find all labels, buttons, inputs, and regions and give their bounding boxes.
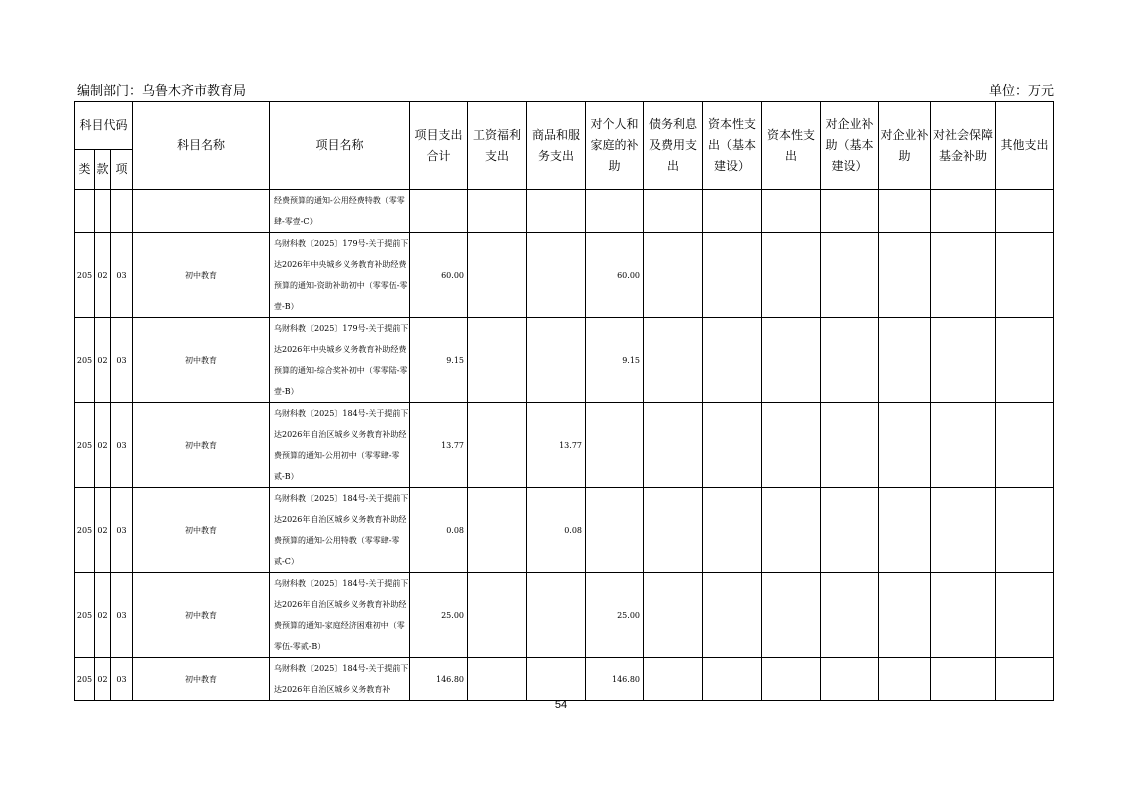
project-cell: 乌财科教〔2025〕179号-关于提前下达2026年中央城乡义务教育补助经费预算的通知-综合奖补初中（零零陆-零壹-B）	[270, 318, 410, 403]
unit-label: 单位：万元	[988, 84, 1054, 99]
xiang-cell: 03	[111, 488, 133, 573]
individual-cell	[586, 190, 644, 233]
individual-cell: 146.80	[586, 658, 644, 701]
lei-cell: 205	[75, 233, 95, 318]
kuan-cell: 02	[95, 403, 111, 488]
department-label: 编制部门：乌鲁木齐市教育局	[77, 84, 247, 99]
subject-cell: 初中教育	[133, 403, 270, 488]
salary-cell	[468, 233, 527, 318]
social-header: 对社会保障基金补助	[931, 102, 996, 190]
lei-cell: 205	[75, 403, 95, 488]
subject-name-header: 科目名称	[133, 102, 270, 190]
table-row	[75, 318, 1054, 403]
salary-cell	[468, 318, 527, 403]
table-row	[75, 658, 1054, 701]
salary-cell	[468, 573, 527, 658]
lei-cell: 205	[75, 488, 95, 573]
table-row	[75, 573, 1054, 658]
capital-header: 资本性支出	[762, 102, 821, 190]
lei-cell: 205	[75, 318, 95, 403]
individual-header: 对个人和家庭的补助	[586, 102, 644, 190]
project-cell: 乌财科教〔2025〕184号-关于提前下达2026年自治区城乡义务教育补助经费预算的通知-家庭经济困难初中（零零伍-零贰-B）	[270, 573, 410, 658]
goods-header: 商品和服务支出	[527, 102, 586, 190]
goods-cell	[527, 658, 586, 701]
debt-header: 债务利息及费用支出	[644, 102, 703, 190]
xiang-cell	[111, 190, 133, 233]
table-row	[75, 233, 1054, 318]
other-header: 其他支出	[996, 102, 1054, 190]
kuan-cell: 02	[95, 658, 111, 701]
goods-cell: 0.08	[527, 488, 586, 573]
xiang-cell: 03	[111, 233, 133, 318]
salary-cell	[468, 488, 527, 573]
project-cell: 乌财科教〔2025〕184号-关于提前下达2026年自治区城乡义务教育补助经费预算的通知-公用特教（零零肆-零贰-C）	[270, 488, 410, 573]
project-cell: 乌财科教〔2025〕184号-关于提前下达2026年自治区城乡义务教育补助经费预算的通知-公用初中（零零肆-零贰-B）	[270, 403, 410, 488]
goods-cell	[527, 318, 586, 403]
individual-cell: 60.00	[586, 233, 644, 318]
salary-header: 工资福利支出	[468, 102, 527, 190]
salary-cell	[468, 190, 527, 233]
enterprise-basic-header: 对企业补助（基本建设）	[821, 102, 879, 190]
capital-basic-header: 资本性支出（基本建设）	[703, 102, 762, 190]
total-header: 项目支出合计	[410, 102, 468, 190]
lei-cell	[75, 190, 95, 233]
subject-cell: 初中教育	[133, 658, 270, 701]
kuan-header: 款	[95, 150, 111, 190]
lei-cell: 205	[75, 573, 95, 658]
total-cell: 13.77	[410, 403, 468, 488]
subject-cell: 初中教育	[133, 488, 270, 573]
individual-cell: 25.00	[586, 573, 644, 658]
enterprise-header: 对企业补助	[879, 102, 931, 190]
xiang-cell: 03	[111, 573, 133, 658]
xiang-cell: 03	[111, 318, 133, 403]
individual-cell: 9.15	[586, 318, 644, 403]
subject-cell	[133, 190, 270, 233]
subject-cell: 初中教育	[133, 318, 270, 403]
salary-cell	[468, 403, 527, 488]
table-row	[75, 488, 1054, 573]
code-group-header: 科目代码	[75, 102, 133, 150]
total-cell: 9.15	[410, 318, 468, 403]
kuan-cell: 02	[95, 573, 111, 658]
goods-cell	[527, 233, 586, 318]
project-cell: 乌财科教〔2025〕184号-关于提前下达2026年自治区城乡义务教育补	[270, 658, 410, 701]
individual-cell	[586, 488, 644, 573]
goods-cell	[527, 190, 586, 233]
xiang-cell: 03	[111, 403, 133, 488]
project-cell: 经费预算的通知-公用经费特教（零零肆-零壹-C）	[270, 190, 410, 233]
total-cell: 60.00	[410, 233, 468, 318]
goods-cell	[527, 573, 586, 658]
subject-cell: 初中教育	[133, 233, 270, 318]
xiang-cell: 03	[111, 658, 133, 701]
individual-cell	[586, 403, 644, 488]
kuan-cell: 02	[95, 318, 111, 403]
goods-cell: 13.77	[527, 403, 586, 488]
subject-cell: 初中教育	[133, 573, 270, 658]
table-row	[75, 190, 1054, 233]
total-cell: 146.80	[410, 658, 468, 701]
budget-table	[74, 101, 1054, 701]
lei-cell: 205	[75, 658, 95, 701]
xiang-header: 项	[111, 150, 133, 190]
salary-cell	[468, 658, 527, 701]
kuan-cell: 02	[95, 488, 111, 573]
kuan-cell	[95, 190, 111, 233]
total-cell: 0.08	[410, 488, 468, 573]
lei-header: 类	[75, 150, 95, 190]
project-name-header: 项目名称	[270, 102, 410, 190]
page-number: 54	[554, 699, 568, 711]
table-row	[75, 403, 1054, 488]
project-cell: 乌财科教〔2025〕179号-关于提前下达2026年中央城乡义务教育补助经费预算的通知-资助补助初中（零零伍-零壹-B）	[270, 233, 410, 318]
total-cell: 25.00	[410, 573, 468, 658]
total-cell	[410, 190, 468, 233]
kuan-cell: 02	[95, 233, 111, 318]
